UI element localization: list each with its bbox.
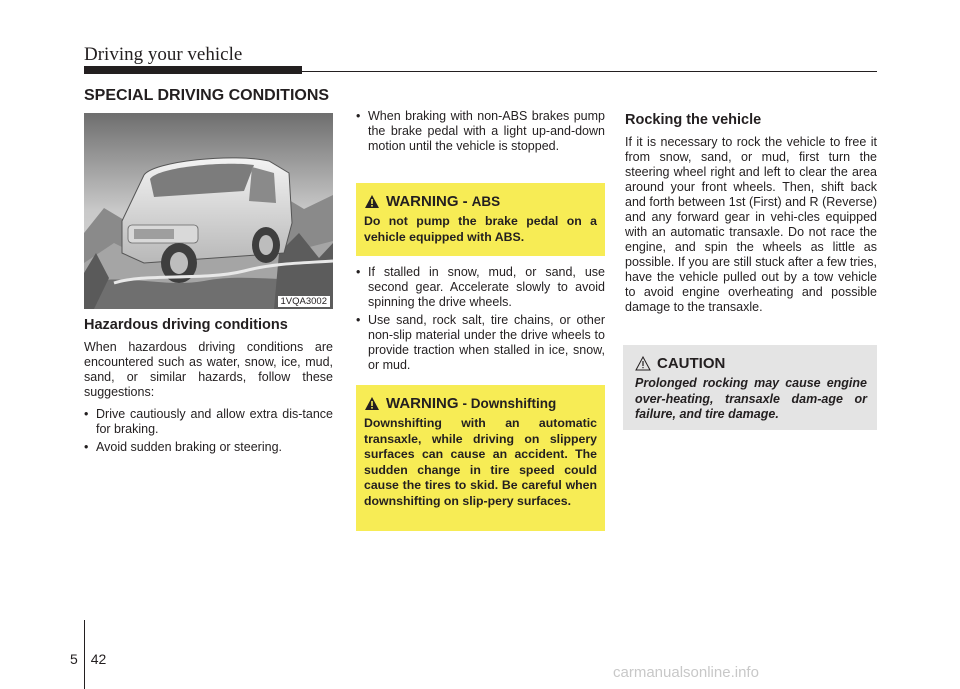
warning-downshift-title-row [364, 395, 597, 412]
warning-abs-title: WARNING - [386, 193, 468, 210]
warning-downshift-title: WARNING [386, 395, 459, 412]
warning-downshift-body: Downshifting with an automatic transaxle, while driving on slippery surfaces can cause an accident. The sudden change in tire speed could cause the tires to skid. Be careful when downshifting on slip-pery surfaces. [364, 416, 597, 508]
image-code: 1VQA3002 [278, 296, 330, 307]
warning-triangle-icon [364, 194, 380, 209]
header-title: Driving your vehicle [84, 44, 243, 65]
warning-abs-box [356, 183, 605, 256]
caution-title: CAUTION [657, 355, 726, 372]
braking-bullet-block [356, 109, 605, 157]
header-rule [300, 71, 877, 72]
rocking-heading: Rocking the vehicle [625, 112, 762, 128]
warning-downshift-box [356, 385, 605, 531]
warning-abs-subtitle: ABS [471, 194, 501, 209]
hazard-heading: Hazardous driving conditions [84, 317, 288, 333]
caution-box [623, 345, 877, 430]
page-number [70, 651, 106, 667]
list-item: • Avoid sudden braking or steering. [84, 440, 333, 455]
stalled-bullets-block [356, 265, 605, 376]
vehicle-illustration [84, 113, 333, 309]
section-number: 5 [70, 651, 78, 667]
header-bar [84, 66, 302, 74]
caution-title-row [635, 355, 867, 372]
caution-body: Prolonged rocking may cause engine over-heating, transaxle dam-age or failure, and tire damage. [635, 376, 867, 421]
list-item: • Drive cautiously and allow extra dis-tance for braking. [84, 407, 333, 437]
watermark: carmanualsonline.info [613, 664, 759, 681]
hazard-intro: When hazardous driving conditions are encountered such as water, snow, ice, mud, sand, or similar hazards, follow these suggestions: [84, 340, 333, 399]
section-title: SPECIAL DRIVING CONDITIONS [84, 87, 330, 104]
list-item: • If stalled in snow, mud, or sand, use second gear. Accelerate slowly to avoid spinning the drive wheels. [356, 265, 605, 310]
rocking-body: If it is necessary to rock the vehicle to free it from snow, sand, or mud, first turn the steering wheel right and left to clear the area around your front wheels. Then, shift back and forth between 1st (First) and R (Reverse) and any forward gear in vehi-cles equipped with an automatic transaxle. Do not race the engine, and spin the wheels as little as possible. If you are still stuck after a few tries, have the vehicle pulled out by a tow vehicle to avoid engine overheating and possible damage to the transaxle. [625, 135, 877, 314]
hazard-bullets [84, 407, 333, 455]
hazard-section [84, 316, 333, 458]
suv-in-snow-image [84, 113, 333, 309]
rocking-section [625, 111, 877, 322]
warning-downshift-subtitle: - Downshifting [462, 396, 557, 411]
list-item: • When braking with non-ABS brakes pump the brake pedal with a light up-and-down motion until the vehicle is stopped. [356, 109, 605, 154]
page-index: 42 [90, 651, 107, 667]
warning-triangle-icon [364, 396, 380, 411]
warning-abs-body: Do not pump the brake pedal on a vehicle equipped with ABS. [364, 214, 597, 244]
caution-triangle-icon [635, 356, 651, 371]
list-item: • Use sand, rock salt, tire chains, or other non-slip material under the drive wheels to provide traction when stalled in ice, snow, or mud. [356, 313, 605, 373]
warning-abs-title-row [364, 193, 597, 210]
